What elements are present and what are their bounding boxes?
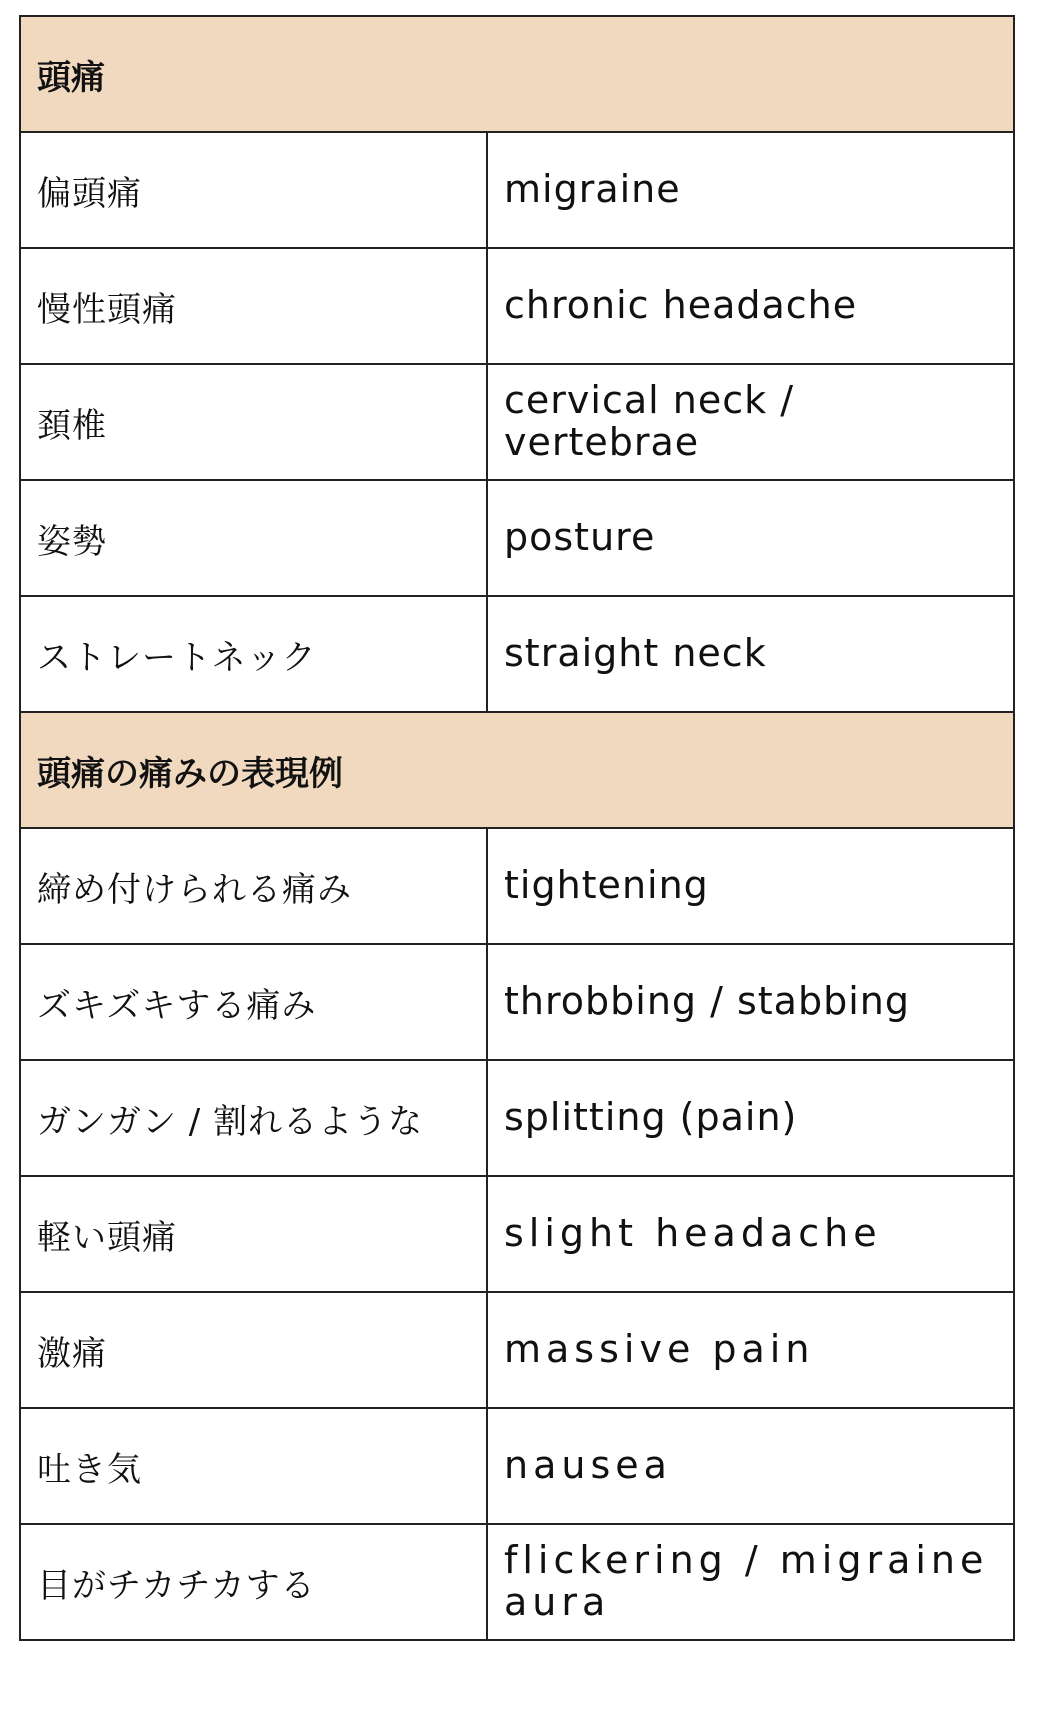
japanese-term: ズキズキする痛み: [20, 944, 487, 1060]
english-term: throbbing / stabbing: [487, 944, 1014, 1060]
section-header-row: [20, 712, 1014, 828]
english-term: massive pain: [487, 1292, 1014, 1408]
english-term: slight headache: [487, 1176, 1014, 1292]
japanese-term: 吐き気: [20, 1408, 487, 1524]
section-header-row: [20, 16, 1014, 132]
japanese-term: 軽い頭痛: [20, 1176, 487, 1292]
japanese-term: 目がチカチカする: [20, 1524, 487, 1640]
japanese-term: 頚椎: [20, 364, 487, 480]
table-row: [20, 596, 1014, 712]
table-row: [20, 1176, 1014, 1292]
vocabulary-table: [19, 15, 1015, 1641]
table-row: [20, 1408, 1014, 1524]
japanese-term: 姿勢: [20, 480, 487, 596]
table-row: [20, 828, 1014, 944]
japanese-term: ストレートネック: [20, 596, 487, 712]
english-term: chronic headache: [487, 248, 1014, 364]
japanese-term: ガンガン / 割れるような: [20, 1060, 487, 1176]
japanese-term: 締め付けられる痛み: [20, 828, 487, 944]
table-row: [20, 480, 1014, 596]
english-term: straight neck: [487, 596, 1014, 712]
english-term: posture: [487, 480, 1014, 596]
section-header: 頭痛の痛みの表現例: [20, 712, 1014, 828]
table-row: [20, 364, 1014, 480]
table-row: [20, 132, 1014, 248]
english-term: flickering / migraine aura: [487, 1524, 1014, 1640]
english-term: tightening: [487, 828, 1014, 944]
english-term: cervical neck / vertebrae: [487, 364, 1014, 480]
table-row: [20, 1292, 1014, 1408]
table-row: [20, 944, 1014, 1060]
english-term: migraine: [487, 132, 1014, 248]
section-header: 頭痛: [20, 16, 1014, 132]
japanese-term: 偏頭痛: [20, 132, 487, 248]
japanese-term: 慢性頭痛: [20, 248, 487, 364]
japanese-term: 激痛: [20, 1292, 487, 1408]
table-row: [20, 1524, 1014, 1640]
table-row: [20, 1060, 1014, 1176]
english-term: splitting (pain): [487, 1060, 1014, 1176]
table-row: [20, 248, 1014, 364]
english-term: nausea: [487, 1408, 1014, 1524]
